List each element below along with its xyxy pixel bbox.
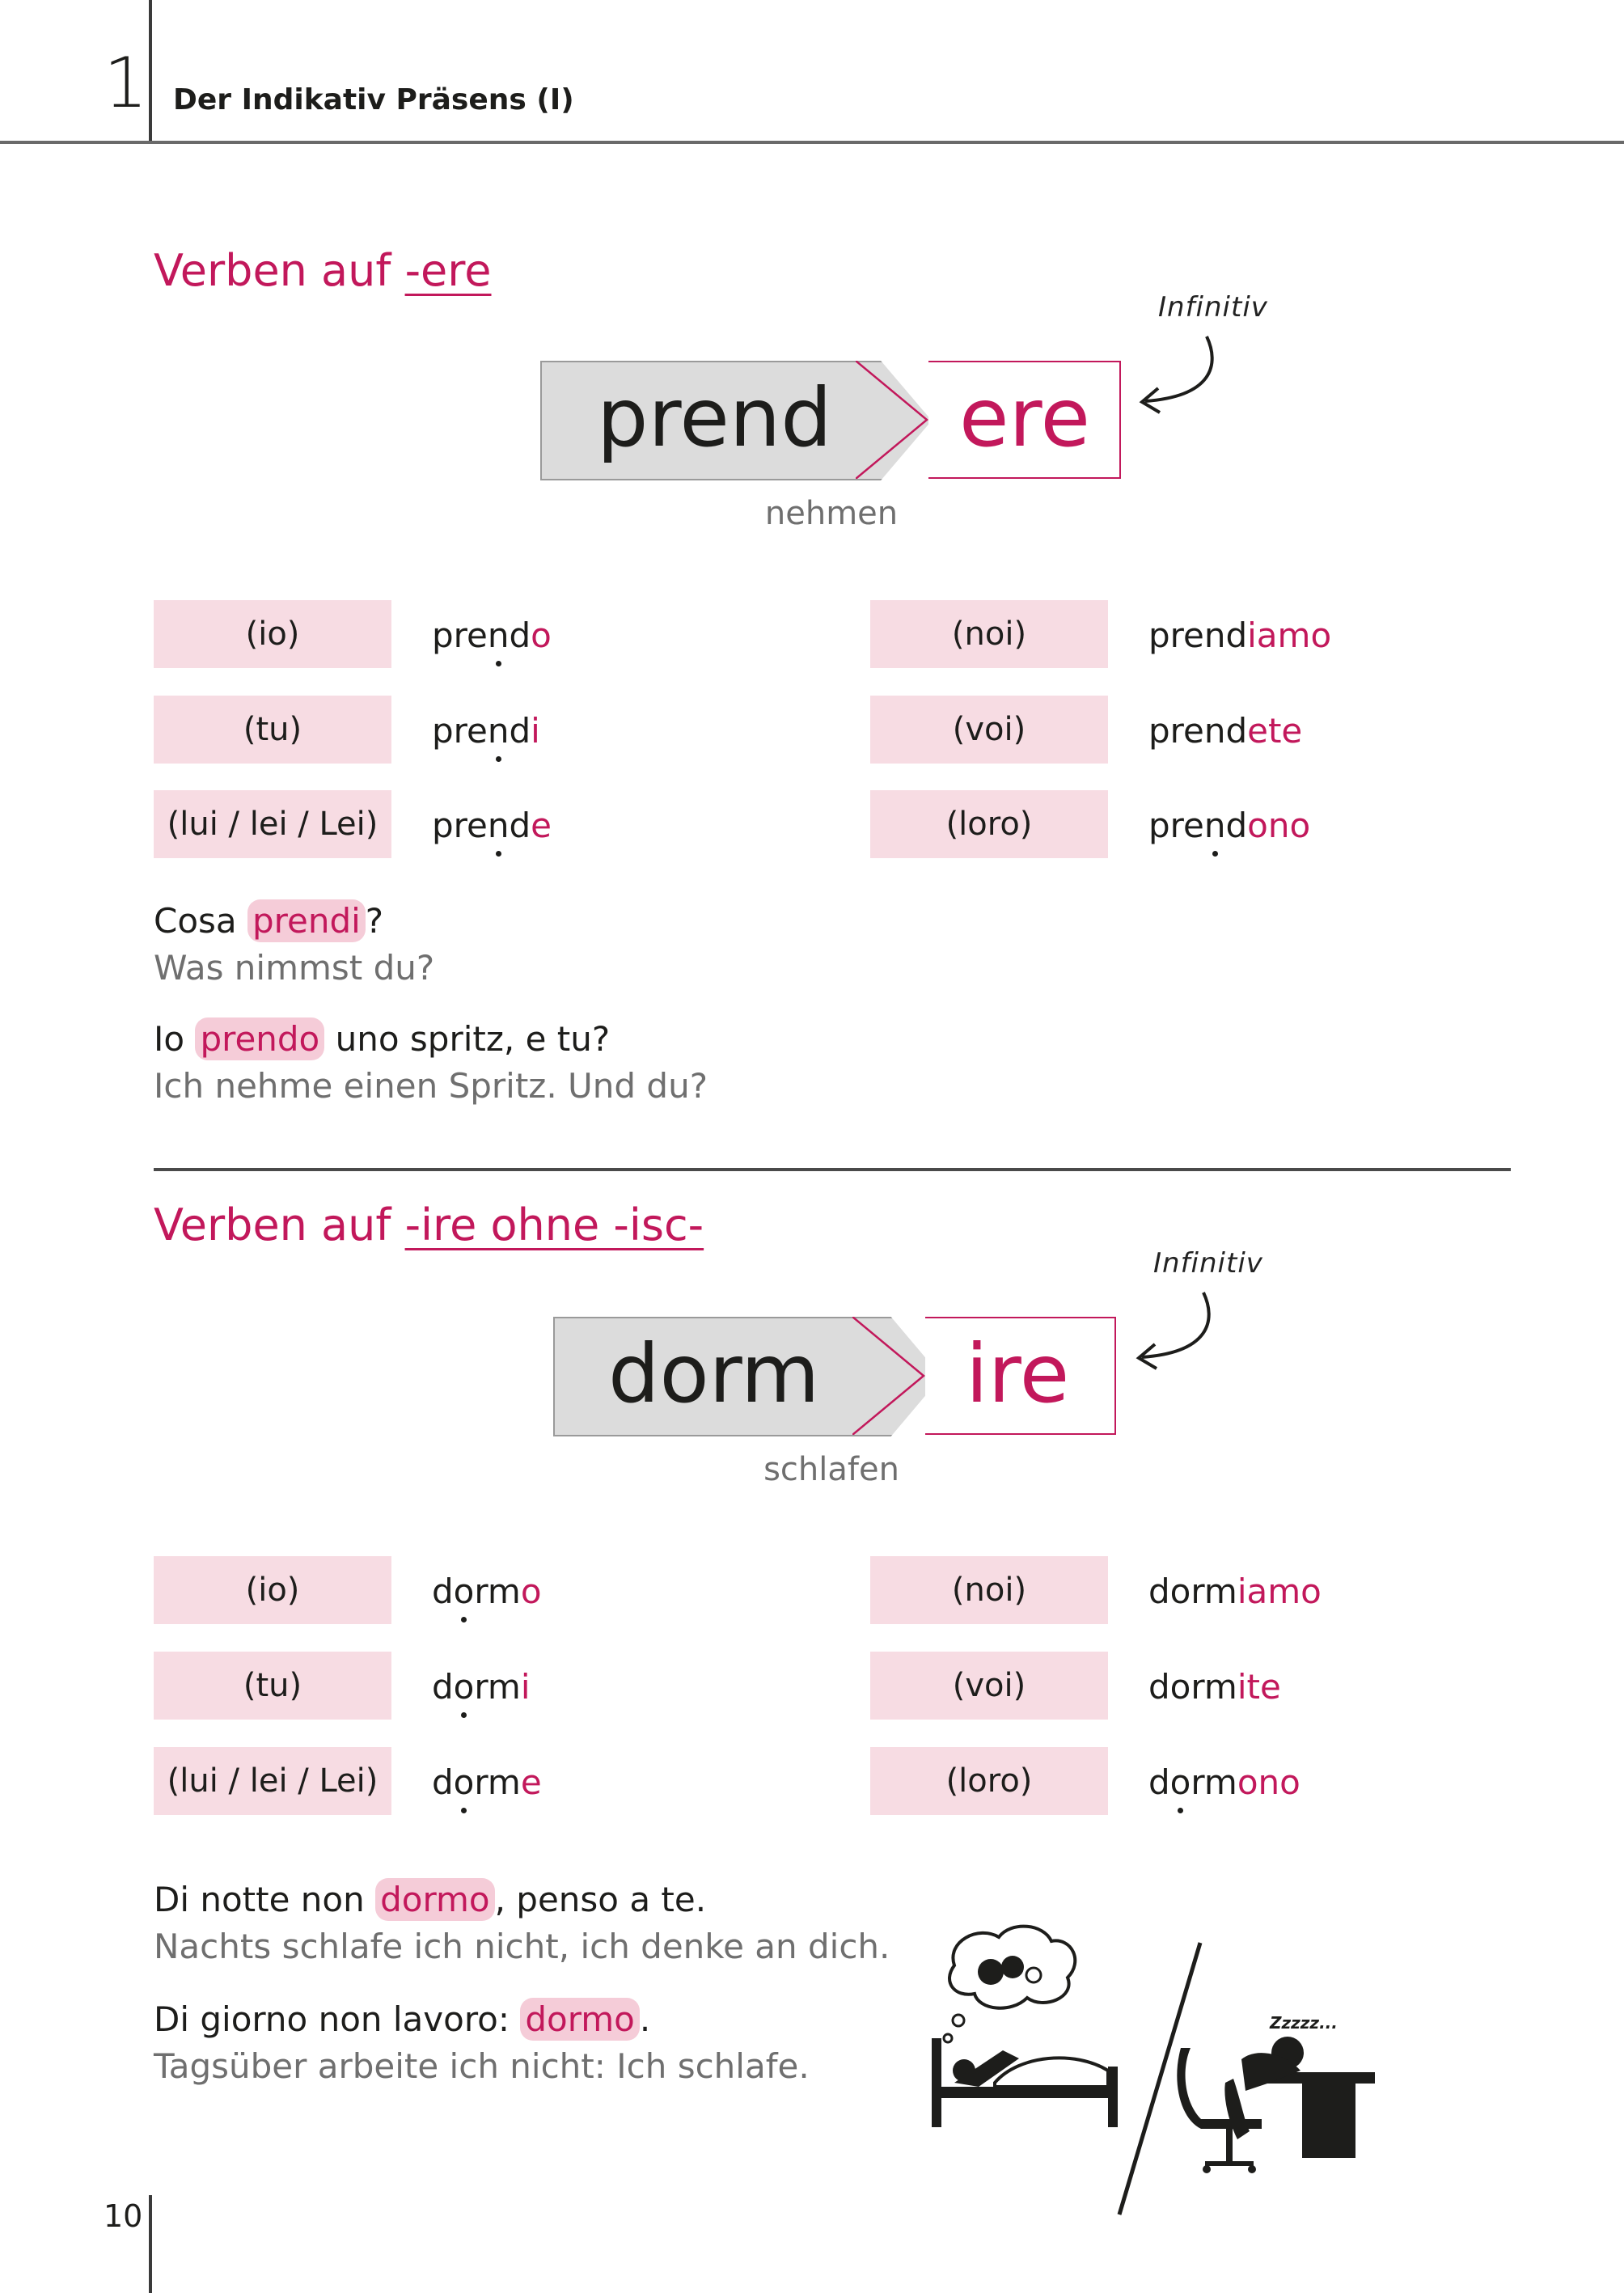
example4-it: Di giorno non lavoro: dormo . [154,1999,651,2039]
pronoun-voi-1: (voi) [870,696,1108,764]
form-dormono: dormono [1148,1762,1300,1802]
section2-title [154,1199,704,1250]
chevron-right-icon [856,361,937,479]
pronoun-tu-1: (tu) [154,696,391,764]
header-vertical-rule [149,0,152,142]
infinitiv-note-2: Infinitiv [1153,1247,1263,1280]
form-prendo: prendo [432,616,552,655]
chapter-number: 1 [104,43,148,124]
example1-de: Was nimmst du? [154,948,435,988]
section1-title-suffix: -ere [404,245,492,296]
form-prendete: prendete [1148,711,1303,751]
form-prende: prende [432,806,552,845]
page-number: 10 [104,2198,143,2234]
highlighted-verb: prendo [195,1017,324,1060]
form-dormite: dormite [1148,1667,1281,1707]
pronoun-tu-2: (tu) [154,1652,391,1720]
stem-2: dorm [608,1326,820,1421]
desk-sleeper-icon [1177,2013,1375,2173]
pronoun-loro-2: (loro) [870,1747,1108,1815]
form-dorme: dorme [432,1762,542,1802]
footer-vertical-rule [149,2195,152,2293]
section1-title-prefix: Verben auf [154,245,405,296]
example4-de: Tagsüber arbeite ich nicht: Ich schlafe. [154,2046,810,2086]
pronoun-lui-1: (lui / lei / Lei) [154,790,391,858]
ending-2: ire [966,1326,1070,1421]
form-prendiamo: prendiamo [1148,616,1332,655]
section2-title-suffix: -ire ohne -isc- [404,1199,704,1250]
infinitiv-note-1: Infinitiv [1158,291,1268,324]
form-dormi: dormi [432,1667,531,1707]
thought-bubble-icon [944,1927,1075,2042]
chapter-title: Der Indikativ Präsens (I) [173,83,574,116]
pronoun-io-2: (io) [154,1556,391,1624]
example3-de: Nachts schlafe ich nicht, ich denke an dich. [154,1927,890,1966]
form-dormiamo: dormiamo [1148,1572,1322,1611]
curved-arrow-icon [1132,332,1229,421]
pronoun-noi-1: (noi) [870,600,1108,668]
section2-title-prefix: Verben auf [154,1199,405,1250]
sleep-illustration [922,1917,1383,2224]
pronoun-voi-2: (voi) [870,1652,1108,1720]
pronoun-lui-2: (lui / lei / Lei) [154,1747,391,1815]
highlighted-verb: dormo [375,1878,495,1921]
ending-1: ere [959,370,1090,465]
pronoun-io-1: (io) [154,600,391,668]
stem-1: prend [597,370,832,465]
header-rule [0,141,1624,144]
highlighted-verb: dormo [520,1998,640,2041]
pronoun-noi-2: (noi) [870,1556,1108,1624]
example1-it: Cosa prendi ? [154,901,384,941]
form-prendi: prendi [432,711,540,751]
pronoun-loro-1: (loro) [870,790,1108,858]
section-divider [154,1168,1511,1171]
curved-arrow-icon [1129,1288,1226,1377]
example2-de: Ich nehme einen Spritz. Und du? [154,1066,708,1106]
meaning-1: nehmen [764,495,899,532]
bed-icon [932,2038,1118,2127]
form-prendono: prendono [1148,806,1311,845]
section1-title [154,245,492,296]
example3-it: Di notte non dormo , penso a te. [154,1880,707,1919]
chevron-right-icon [852,1317,933,1435]
svg-text:Zzzzz...: Zzzzz... [1270,2013,1338,2033]
example2-it: Io prendo uno spritz, e tu? [154,1019,611,1059]
meaning-2: schlafen [763,1451,899,1488]
highlighted-verb: prendi [247,899,366,942]
form-dormo: dormo [432,1572,542,1611]
